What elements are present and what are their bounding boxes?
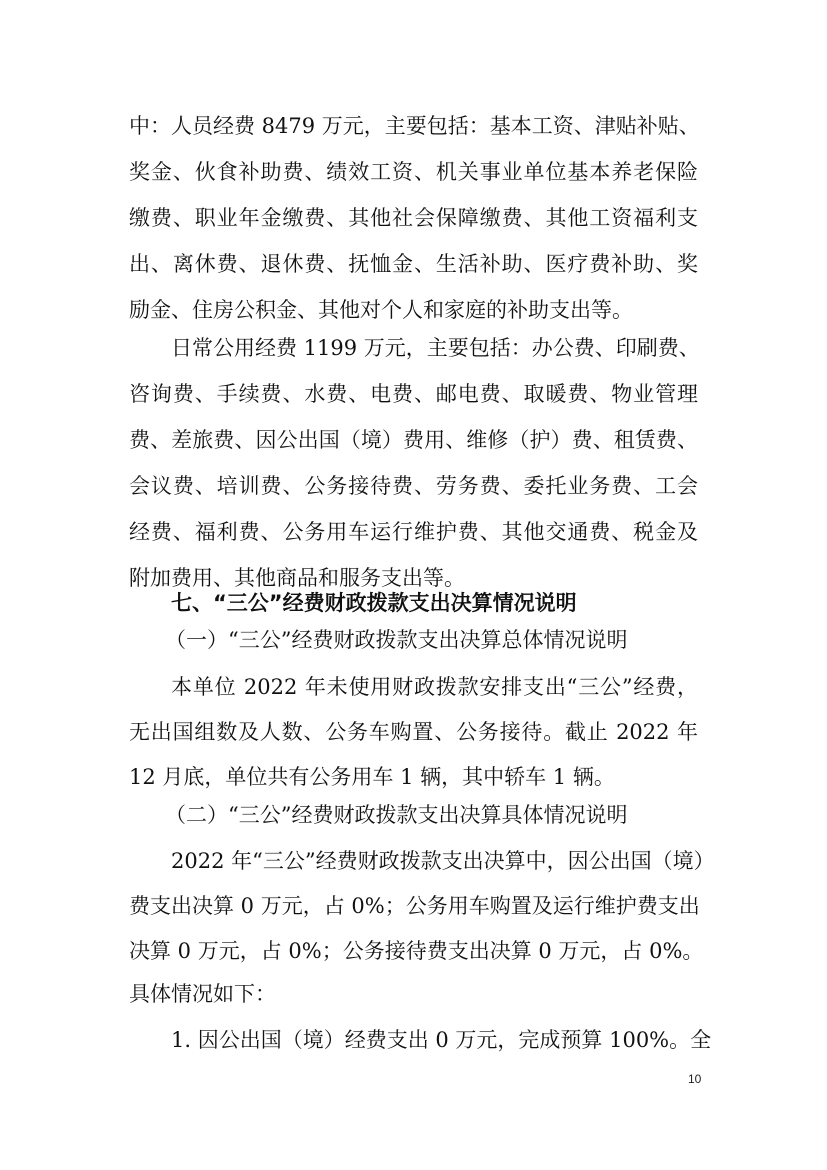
paragraph-2-line-2: 咨询费、手续费、水费、电费、邮电费、取暖费、物业管理: [129, 382, 698, 406]
paragraph-4-line-4: 具体情况如下：: [129, 982, 276, 1006]
paragraph-1-line-5: 励金、住房公积金、其他对个人和家庭的补助支出等。: [129, 298, 633, 322]
paragraph-2-line-6: 附加费用、其他商品和服务支出等。: [129, 566, 465, 590]
paragraph-3-line-3: 12 月底，单位共有公务用车 1 辆，其中轿车 1 辆。: [129, 765, 615, 789]
paragraph-4-line-3: 决算 0 万元，占 0%；公务接待费支出决算 0 万元，占 0%。: [129, 939, 704, 963]
paragraph-1-line-1: 中：人员经费 8479 万元，主要包括：基本工资、津贴补贴、: [129, 114, 700, 138]
paragraph-2-line-3: 费、差旅费、因公出国（境）费用、维修（护）费、租赁费、: [129, 428, 698, 452]
subsection-heading-2: （二）“三公”经费财政拨款支出决算具体情况说明: [165, 803, 628, 827]
paragraph-4-line-1: 2022 年“三公”经费财政拨款支出决算中，因公出国（境）: [171, 849, 715, 873]
paragraph-2-line-5: 经费、福利费、公务用车运行维护费、其他交通费、税金及: [129, 520, 698, 544]
paragraph-2-line-1: 日常公用经费 1199 万元，主要包括：办公费、印刷费、: [171, 336, 700, 360]
subsection-heading-1: （一）“三公”经费财政拨款支出决算总体情况说明: [165, 628, 628, 652]
paragraph-3-line-1: 本单位 2022 年未使用财政拨款安排支出“三公”经费，: [171, 675, 698, 699]
paragraph-1-line-3: 缴费、职业年金缴费、其他社会保障缴费、其他工资福利支: [129, 206, 698, 230]
paragraph-1-line-2: 奖金、伙食补助费、绩效工资、机关事业单位基本养老保险: [129, 160, 698, 184]
section-heading-7: 七、“三公”经费财政拨款支出决算情况说明: [171, 591, 577, 615]
paragraph-5-line-1: 1. 因公出国（境）经费支出 0 万元，完成预算 100%。全: [171, 1028, 712, 1052]
paragraph-1-line-4: 出、离休费、退休费、抚恤金、生活补助、医疗费补助、奖: [129, 252, 698, 276]
paragraph-4-line-2: 费支出决算 0 万元，占 0%；公务用车购置及运行维护费支出: [129, 894, 700, 918]
page-number: 10: [688, 1072, 702, 1086]
paragraph-3-line-2: 无出国组数及人数、公务车购置、公务接待。截止 2022 年: [129, 720, 698, 744]
paragraph-2-line-4: 会议费、培训费、公务接待费、劳务费、委托业务费、工会: [129, 474, 698, 498]
